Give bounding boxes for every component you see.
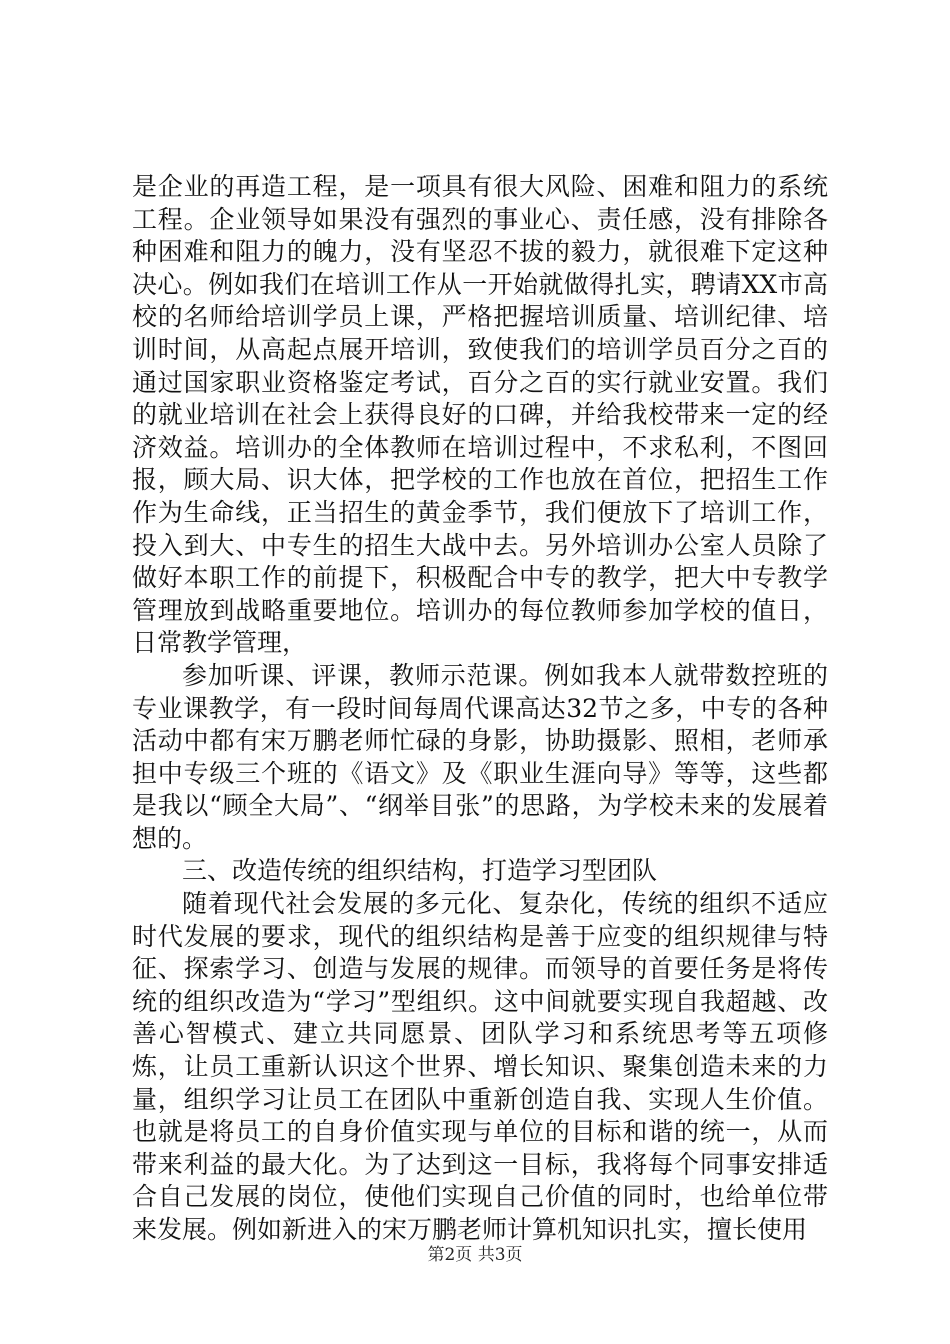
document-body (132, 171, 828, 1247)
section-heading: 三、改造传统的组织结构，打造学习型团队 (182, 856, 658, 886)
paragraph-continuation: 是企业的再造工程，是一项具有很大风险、困难和阻力的系统工程。企业领导如果没有强烈的事业心、责任感，没有排除各种困难和阻力的魄力，没有坚忍不拔的毅力，就很难下定这种决心。例如我们在培训工作从一开始就做得扎实，聘请XX市高校的名师给培训学员上课，严格把握培训质量、培训纪律、培训时间，从高起点展开培训，致使我们的培训学员百分之百的通过国家职业资格鉴定考试，百分之百的实行就业安置。我们的就业培训在社会上获得良好的口碑，并给我校带来一定的经济效益。培训办的全体教师在培训过程中，不求私利，不图回报，顾大局、识大体，把学校的工作也放在首位，把招生工作作为生命线，正当招生的黄金季节，我们便放下了培训工作，投入到大、中专生的招生大战中去。另外培训办公室人员除了做好本职工作的前提下，积极配合中专的教学，把大中专教学管理放到战略重要地位。培训办的每位教师参加学校的值日，日常教学管理， (132, 172, 828, 658)
paragraph-example: 参加听课、评课，教师示范课。例如我本人就带数控班的专业课教学，有一段时间每周代课高达32节之多，中专的各种活动中都有宋万鹏老师忙碌的身影，协助摄影、照相，老师承担中专级三个班的《语文》及《职业生涯向导》等等，这些都是我以“顾全大局”、“纲举目张”的思路，为学校未来的发展着想的。 (132, 660, 828, 853)
page-number-footer: 第2页 共3页 (427, 1245, 523, 1265)
paragraph-learning-organization: 随着现代社会发展的多元化、复杂化，传统的组织不适应时代发展的要求，现代的组织结构是善于应变的组织规律与特征、探索学习、创造与发展的规律。而领导的首要任务是将传统的组织改造为“学习”型组织。这中间就要实现自我超越、改善心智模式、建立共同愿景、团队学习和系统思考等五项修炼，让员工重新认识这个世界、增长知识、聚集创造未来的力量，组织学习让员工在团队中重新创造自我、实现人生价值。也就是将员工的自身价值实现与单位的目标和谐的统一，从而带来利益的最大化。为了达到这一目标，我将每个同事安排适合自己发展的岗位，使他们实现自己价值的同时，也给单位带来发展。例如新进入的宋万鹏老师计算机知识扎实，擅长使用 (132, 889, 828, 1244)
